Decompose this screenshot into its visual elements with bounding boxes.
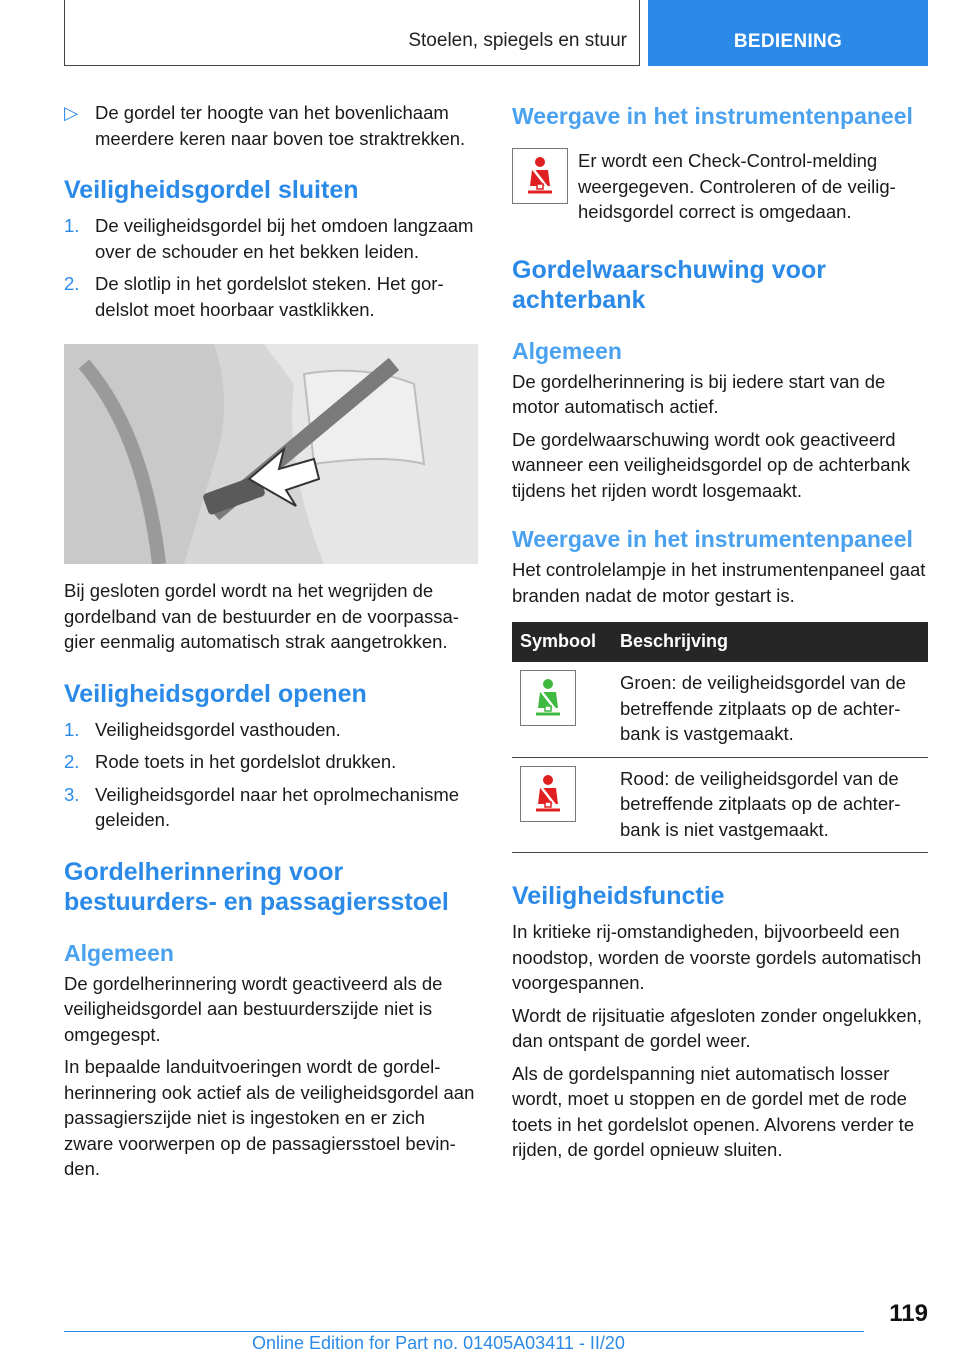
footer-edition-text: Online Edition for Part no. 01405A03411 - II/20 xyxy=(252,1333,625,1353)
seatbelt-green-icon xyxy=(520,670,576,726)
close-step xyxy=(64,213,478,264)
check-control-text: Er wordt een Check-Control-melding weergegeven. Controleren of de veiligheidsgordel correct is omgedaan. xyxy=(578,150,896,222)
after-figure-paragraph: Bij gesloten gordel wordt na het wegrijden de gordelband van de bestuurder en de voorpassagier eenmalig automatisch strak aangetrokken. xyxy=(64,580,459,652)
seatbelt-warning-icon xyxy=(512,148,568,204)
symbol-cell xyxy=(512,662,612,757)
general-paragraph: De gordelherinnering wordt geactiveerd als de veiligheidsgordel aan bestuurderszijde niet is omgegespt. xyxy=(64,972,443,1045)
safety-paragraph: Als de gordelspanning niet automatisch losser wordt, moet u stoppen en de gordel met de rode toets in het gordelslot openen. Alvorens verder te rijden, de gordel opnieuw sluiten. xyxy=(512,1062,915,1160)
table-row xyxy=(512,662,928,757)
heading-open-seatbelt: Veiligheidsgordel openen xyxy=(64,679,367,708)
step-text: De veiligheidsgordel bij het omdoen langzaam over de schouder en het bekken leiden. xyxy=(95,215,474,262)
seatbelt-buckle-drawing xyxy=(64,344,478,564)
description-cell: Rood: de veiligheidsgordel van de betreffende zitplaats op de achterbank is niet vastgemaakt. xyxy=(612,757,928,853)
symbol-table xyxy=(512,622,928,853)
left-column xyxy=(64,100,478,1189)
step-number: 2. xyxy=(64,273,80,294)
step-text: De slotlip in het gordelslot steken. Het gordelslot moet hoorbaar vastklikken. xyxy=(95,273,444,320)
close-step xyxy=(64,271,478,322)
step-text: Rode toets in het gordelslot drukken. xyxy=(95,751,397,772)
general-paragraph: In bepaalde landuitvoeringen wordt de gordelherinnering ook actief als de veiligheidsgordel aan passagierszijde niet is ingestoken en er zich zware voorwerpen op de passagiersstoel bevinden. xyxy=(64,1056,475,1179)
check-control-row xyxy=(512,148,926,225)
intro-step xyxy=(64,100,478,151)
step-number: 1. xyxy=(64,718,80,740)
step-number: 1. xyxy=(64,215,80,236)
step-text: Veiligheidsgordel naar het oprolmechanisme geleiden. xyxy=(95,783,460,830)
page-header xyxy=(64,0,928,66)
triangle-bullet-icon: ▷ xyxy=(64,102,79,123)
open-step xyxy=(64,717,478,743)
step-number: 2. xyxy=(64,751,80,772)
seatbelt-red-icon xyxy=(520,766,576,822)
heading-general: Algemeen xyxy=(512,337,622,364)
seatbelt-buckle-illustration xyxy=(64,344,478,564)
description-cell: Groen: de veiligheidsgordel van de betreffende zitplaats op de achterbank is vastgemaakt. xyxy=(612,662,928,757)
step-text: Veiligheidsgordel vasthouden. xyxy=(95,718,341,740)
footer-divider xyxy=(64,1331,864,1332)
heading-rear-belt-warning: Gordelwaarschuwing voor achterbank xyxy=(512,255,826,314)
table-header-row xyxy=(512,622,928,662)
heading-instrument-display: Weergave in het instrumentenpaneel xyxy=(512,103,913,129)
page-number: 119 xyxy=(889,1300,928,1327)
symbol-cell xyxy=(512,757,612,853)
general-paragraph: De gordelherinnering is bij iedere start van de motor automatisch actief. xyxy=(512,370,886,417)
heading-belt-reminder: Gordelherinnering voor bestuurders- en passagiersstoel xyxy=(64,857,449,916)
right-column xyxy=(512,100,926,1170)
open-step xyxy=(64,782,478,833)
table-row xyxy=(512,757,928,853)
step-number: 3. xyxy=(64,783,80,805)
column-header: Beschrijving xyxy=(612,622,928,662)
column-header: Symbool xyxy=(512,622,612,662)
display-paragraph: Het controlelampje in het instrumentenpaneel gaat branden nadat de motor gestart is. xyxy=(512,559,926,606)
intro-step-text: De gordel ter hoogte van het bovenlichaam meerdere keren naar boven toe straktrekken. xyxy=(95,102,466,149)
heading-safety-function: Veiligheidsfunctie xyxy=(512,882,725,910)
header-section-title: Stoelen, spiegels en stuur xyxy=(64,0,640,66)
header-chapter-tab[interactable]: BEDIENING xyxy=(648,0,928,66)
general-paragraph: De gordelwaarschuwing wordt ook geactiveerd wanneer een veiligheidsgordel op de achterbank tijdens het rijden wordt losgemaakt. xyxy=(512,428,911,501)
safety-paragraph: In kritieke rij-omstandigheden, bijvoorbeeld een noodstop, worden de voorste gordels automatisch voorgespannen. xyxy=(512,921,922,993)
safety-paragraph: Wordt de rijsituatie afgesloten zonder ongelukken, dan ontspant de gordel weer. xyxy=(512,1004,922,1051)
heading-general: Algemeen xyxy=(64,939,174,966)
heading-instrument-display: Weergave in het instrumentenpaneel xyxy=(512,526,913,552)
open-step xyxy=(64,749,478,775)
heading-close-seatbelt: Veiligheidsgordel sluiten xyxy=(64,176,359,204)
